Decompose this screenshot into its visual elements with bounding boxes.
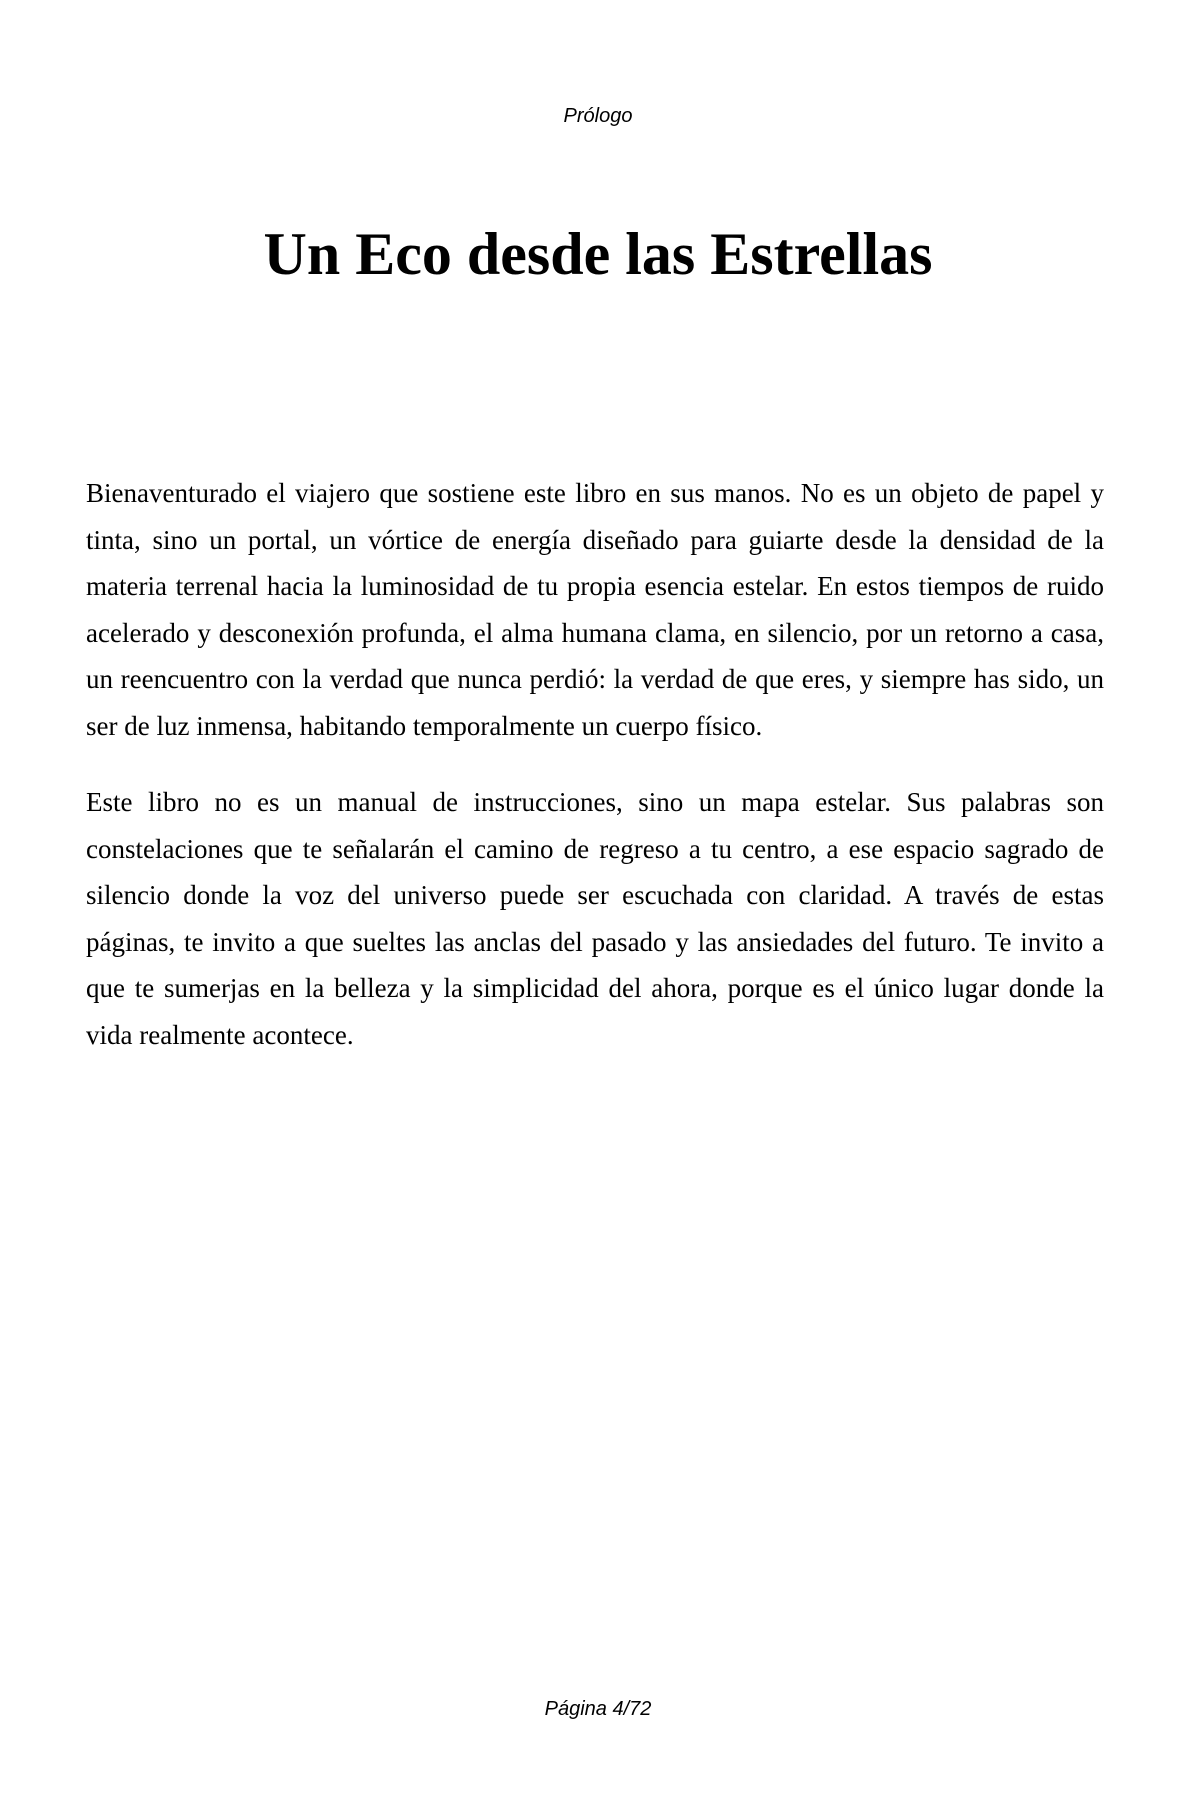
running-header-section: Prólogo [563,105,633,127]
page-number: Página 4/72 [544,1698,652,1720]
paragraph: Bienaventurado el viajero que sostiene este libro en sus manos. No es un objeto de papel y tinta, sino un portal, un vórtice de energía diseñado para guiarte desde la densidad de la materia terrenal hacia la luminosidad de tu propia esencia estelar. En estos tiempos de ruido acelerado y desconexión profunda, el alma humana clama, en silencio, por un retorno a casa, un reencuentro con la verdad que nunca perdió: la verdad de que eres, y siempre has sido, un ser de luz inmensa, habitando temporalmente un cuerpo físico. [86,478,1104,741]
body-text [86,470,1104,1088]
paragraph: Este libro no es un manual de instrucciones, sino un mapa estelar. Sus palabras son constelaciones que te señalarán el camino de regreso a tu centro, a ese espacio sagrado de silencio donde la voz del universo puede ser escuchada con claridad. A través de estas páginas, te invito a que sueltes las anclas del pasado y las ansiedades del futuro. Te invito a que te sumerjas en la belleza y la simplicidad del ahora, porque es el único lugar donde la vida realmente acontece. [86,787,1104,1050]
chapter-title: Un Eco desde las Estrellas [263,221,933,287]
